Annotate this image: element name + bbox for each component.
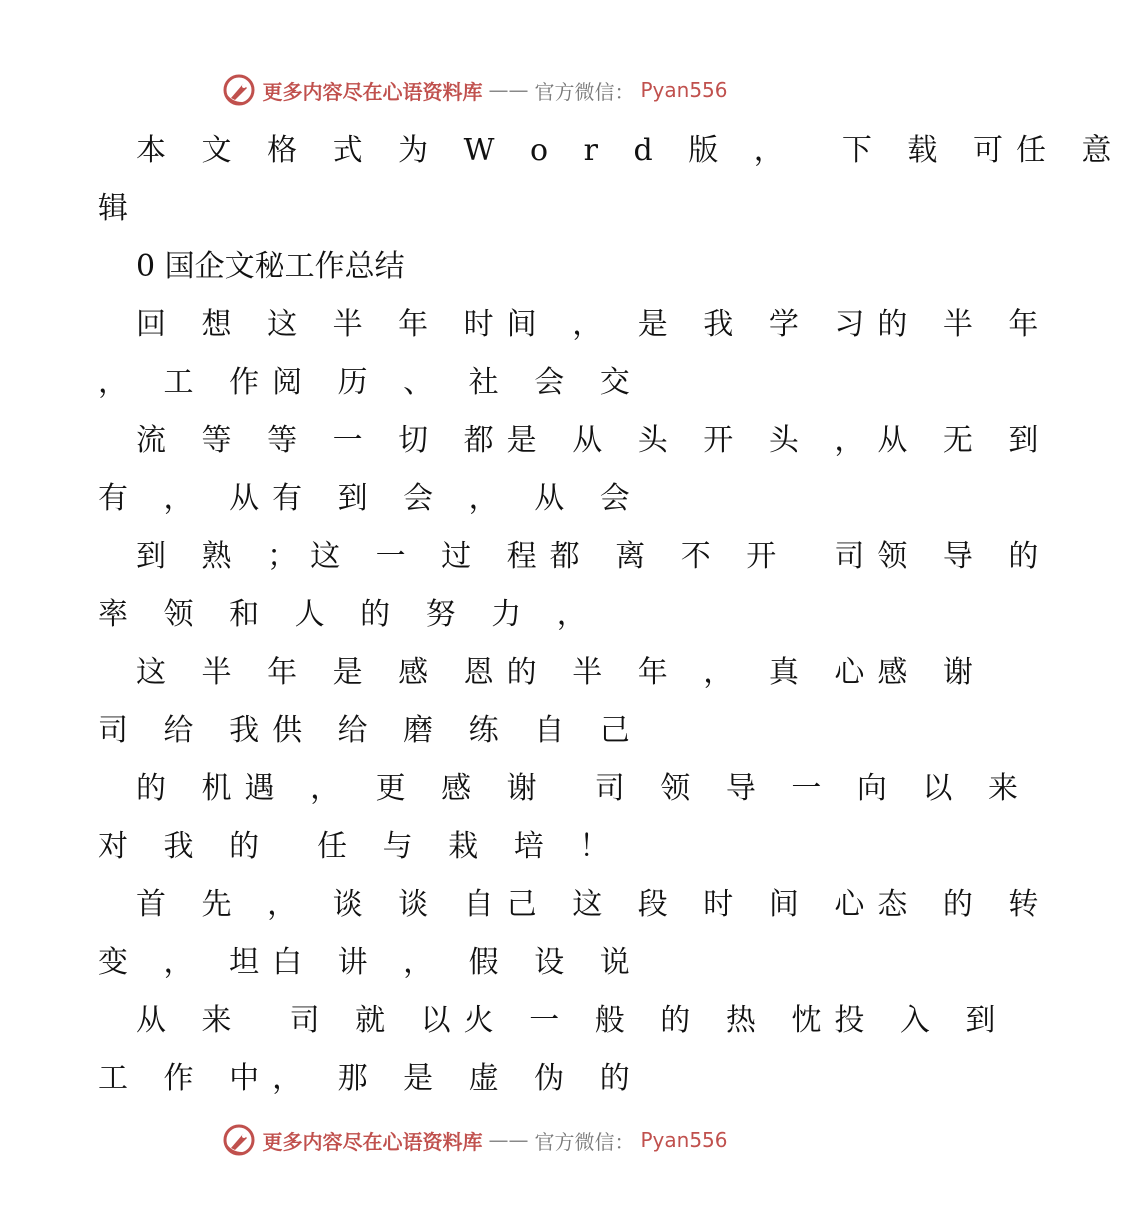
footer-dash: —— [488,1128,529,1152]
body-line-12: 的 机遇 ， 更 感 谢 司 领 导 一 向 以 来 [136,771,1031,806]
body-line-11: 司 给 我供 给 磨 练 自 己 [98,713,643,748]
body-line-5: ， 工 作阅 历 、 社 会 交 [98,365,643,400]
body-line-14: 首 先 ， 谈 谈 自己 这 段 时 间 心态 的 转 [136,887,1052,922]
body-line-4: 回 想 这 半 年 时间 ， 是 我 学 习的 半 年 [136,307,1052,342]
footer-banner [0,1120,950,1160]
body-line-15: 变 ， 坦白 讲 ， 假 设 说 [98,945,643,980]
body-line-16: 从 来 司 就 以火 一 般 的 热 忱投 入 到 [136,1003,1009,1038]
header-wechat-id: Pyan556 [640,78,728,102]
header-dash: —— [488,78,529,102]
body-line-10: 这 半 年 是 感 恩的 半 年 ， 真 心感 谢 [136,655,986,690]
header-slogan: 更多内容尽在心语资料库 [262,79,483,104]
body-line-7: 有 ， 从有 到 会 ， 从 会 [98,481,643,516]
body-line-3: 0 国企文秘工作总结 [136,249,405,284]
header-official-label: 官方微信： [534,79,635,104]
body-line-1: 本 文 格 式 为 W o r d 版 ， 下 载 可任 意 [136,133,1124,168]
body-line-8: 到 熟 ；这 一 过 程都 离 不 开 司领 导 的 [136,539,1052,574]
body-line-2: 辑 [98,191,128,226]
footer-official-label: 官方微信： [534,1129,635,1154]
body-line-6: 流 等 等 一 切 都是 从 头 开 头 ，从 无 到 [136,423,1052,458]
body-line-17: 工 作 中， 那 是 虚 伪 的 [98,1061,643,1096]
pen-nib-logo-icon [222,1123,256,1157]
body-line-9: 率 领 和 人 的 努 力 ， [98,597,600,632]
pen-nib-logo-icon [222,73,256,107]
footer-slogan: 更多内容尽在心语资料库 [262,1129,483,1154]
footer-wechat-id: Pyan556 [640,1128,728,1152]
document-body [98,122,1124,1108]
body-line-13: 对 我 的 任 与 栽 培 ！ [98,829,623,864]
header-banner [0,70,950,110]
